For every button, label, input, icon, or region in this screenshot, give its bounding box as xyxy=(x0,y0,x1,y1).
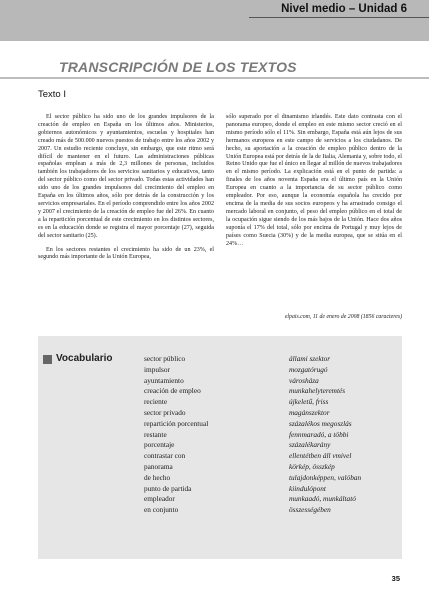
vocab-translation: fennmaradó, a többi xyxy=(289,429,349,439)
vocabulary-label: Vocabulario xyxy=(56,353,113,364)
texto-label: Texto I xyxy=(38,89,66,100)
vocab-term: ayuntamiento xyxy=(144,375,184,385)
vocab-translation: városháza xyxy=(289,375,319,385)
vocab-term: empleador xyxy=(144,494,175,504)
vocab-translation: kiindulópont xyxy=(289,483,326,493)
vocab-translation: százalékos megoszlás xyxy=(289,418,352,428)
vocab-translation: százalékarány xyxy=(289,440,331,450)
vocab-term: sector privado xyxy=(144,407,186,417)
header-rule xyxy=(249,17,429,18)
vocabulary-spanish-list xyxy=(144,354,284,516)
vocab-term: creación de empleo xyxy=(144,386,201,396)
vocab-term: sector público xyxy=(144,354,186,363)
vocab-term: de hecho xyxy=(144,472,171,482)
section-title: TRANSCRIPCIÓN DE LOS TEXTOS xyxy=(59,59,297,75)
vocab-term: porcentaje xyxy=(144,440,175,450)
page-number: 35 xyxy=(391,574,400,583)
vocab-translation: munkaadó, munkáltató xyxy=(289,494,356,504)
vocab-term: en conjunto xyxy=(144,505,179,515)
vocab-term: reciente xyxy=(144,397,168,407)
paragraph-3: sólo superado por el dinamismo irlandés. Este dato contrasta con el panorama europeo, donde el empleo en este mismo sector creció en el mismo período sólo el 11%. Sin embargo, España está aún lejos de sus hermanos europeos en este campo de servicios a los ciudadanos. De hecho, su aportación a la creación de empleo público dentro de la Unión Europea está por detrás de la de Italia, Alemania y, sobre todo, el Reino Unido que fue el único en llegar al millón de nuevos trabajadores en el mismo período. La explicación está en el punto de partida: a finales de los años noventa España era el último país en la Unión Europea en cuanto a la importancia de su sector público como empleador. Por eso, aunque la economía española ha crecido por encima de la media de sus socios europeos y ha arrastrado consigo el mercado laboral en conjunto, el peso del empleo público en el total de la ocupación sigue siendo de los más bajos de la Unión. Hace dos años suponía el 17% del total, sólo por encima de Portugal y muy lejos de países como Suecia (30%) y de la media europea, que se sitúa en el 24%… xyxy=(226,114,402,247)
vocab-term: contrastar con xyxy=(144,451,186,461)
vocab-translation: körkép, összkép xyxy=(289,461,335,471)
vocab-translation: összességében xyxy=(289,505,331,515)
vocab-term: repartición porcentual xyxy=(144,418,209,428)
text-column-left xyxy=(38,114,214,262)
vocab-translation: állami szektor xyxy=(289,354,331,363)
vocabulary-hungarian-list xyxy=(289,354,399,516)
section-divider xyxy=(0,77,429,79)
vocab-translation: újkeletű, friss xyxy=(289,397,329,407)
vocab-translation: munkahelyteremtés xyxy=(289,386,346,396)
vocab-translation: mozgatórugó xyxy=(289,364,328,374)
vocab-term: panorama xyxy=(144,461,173,471)
vocab-translation: tulajdonképpen, valóban xyxy=(289,472,362,482)
vocab-term: restante xyxy=(144,429,167,439)
vocab-term: punto de partida xyxy=(144,483,192,493)
paragraph-1: El sector público ha sido uno de los grandes impulsores de la creación de empleo en España en los últimos años. Ministerios, gobiernos autonómicos y ayuntamientos, escuelas y hospitales han creado más de 500.000 nuevos puestos de trabajo entre los años 2002 y 2007. Un estudio reciente concluye, sin embargo, que este ritmo será difícil de mantener en el futuro. Las administraciones públicas españolas emplean a más de 2,3 millones de personas, incluidos también los trabajadores de los servicios sanitarios y educativos, tanto del sector público como del sector privado. Todas estas actividades han sido uno de los grandes impulsores del crecimiento del empleo en España en los últimos años, sólo por detrás de la construcción y los servicios empresariales. En el período comprendido entre los años 2002 y 2007 el crecimiento de la creación de empleo fue del 26%. En cuanto a la repartición porcentual de este crecimiento en los distintos sectores, es en la educación donde se registra el mayor porcentaje (27), seguida del sector sanitario (25). xyxy=(38,114,214,239)
paragraph-2: En los sectores restantes el crecimiento ha sido de un 23%, el segundo más importante de la Unión Europea, xyxy=(38,246,214,261)
text-column-right xyxy=(226,114,402,248)
source-citation: elpais.com, 11 de enero de 2008 (1856 caracteres) xyxy=(284,314,402,320)
vocab-translation: ellentétben áll vmivel xyxy=(289,451,352,461)
vocab-term: impulsor xyxy=(144,364,170,374)
header-title: Nivel medio – Unidad 6 xyxy=(281,3,407,15)
vocab-translation: magánszektor xyxy=(289,407,330,417)
vocabulary-square-icon xyxy=(43,355,52,364)
